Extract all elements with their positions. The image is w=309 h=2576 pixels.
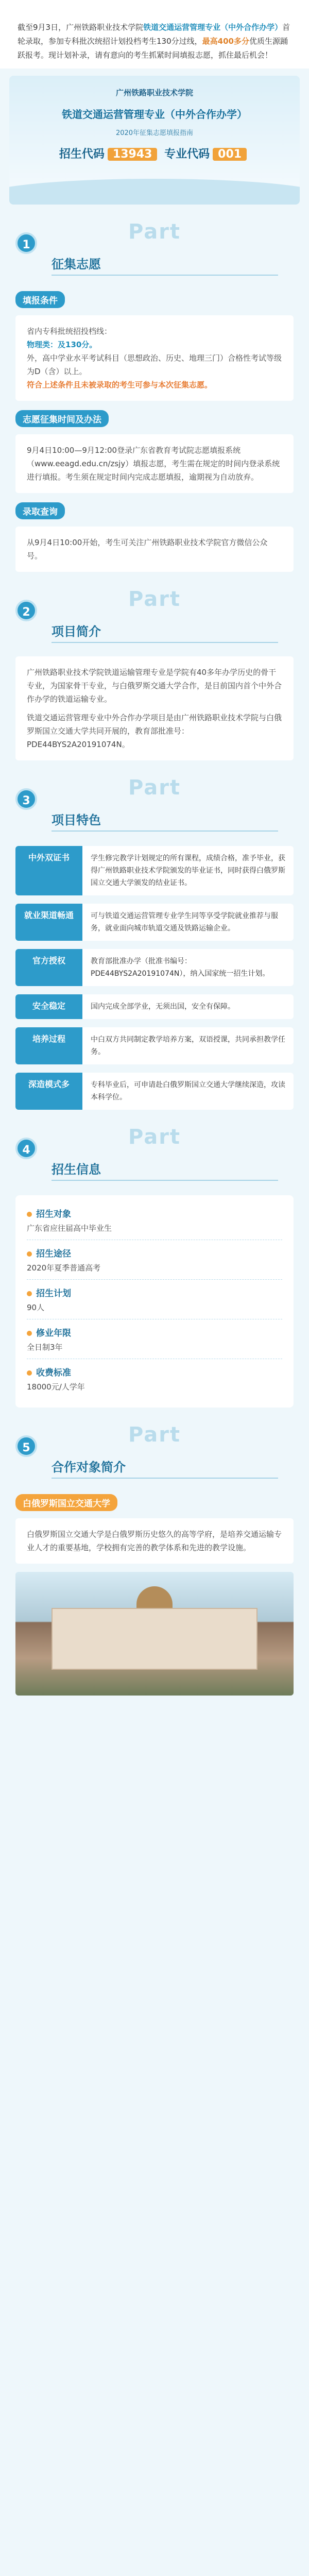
part-1-number: 1 [15,232,37,254]
part-2-number: 2 [15,600,37,621]
code-label-1: 招生代码 [59,148,105,161]
query-card [15,527,294,572]
feature-tag: 安全稳定 [15,994,82,1019]
feature-text: 教育部批准办学（批准书编号：PDE44BYS2A20191074N），纳入国家统一招生计划。 [82,949,294,986]
intro-p2-highlight: 最高400多分 [202,37,249,46]
bullet-icon [27,1370,32,1376]
intro-p2: 首轮录取，参加专科批次统招计划投档考生130分过线， [18,23,290,46]
part-3-header [0,776,309,838]
part-1-word: Part [128,220,181,244]
part-2-title: 项目简介 [52,624,101,639]
feature-row [15,846,294,895]
part-4-header [0,1125,309,1187]
intro-text [0,0,309,69]
cond-text: 省内专科批统招投档线： [27,327,112,336]
feature-tag: 官方授权 [15,949,82,986]
info-value: 90人 [27,1303,45,1312]
intro-card [15,656,294,760]
bullet-icon [27,1251,32,1257]
part-5-number: 5 [15,1435,37,1457]
cond-score: 物理类：及130分。 [27,340,97,349]
feature-text: 可与铁道交通运营管理专业学生同等享受学院就业推荐与服务，就业面向城市轨道交通及铁路运输企业。 [82,904,294,941]
part-1-header [0,220,309,282]
project-text-1: 广州铁路职业技术学院铁道运输管理专业是学院有40多年办学历史的骨干专业，为国家骨干专业，与白俄罗斯交通大学合作，是目前国内首个中外合作办学的铁道运输专业。 [27,668,282,704]
tag-university: 白俄罗斯国立交通大学 [15,1494,117,1511]
info-key: 修业年限 [36,1328,71,1338]
feature-row [15,904,294,941]
query-text: 从9月4日10:00开始，考生可关注广州铁路职业技术学院官方微信公众号。 [27,538,268,561]
banner-wave-decoration [9,179,300,205]
university-card [15,1518,294,1564]
part-1-divider [52,275,278,276]
part-3-word: Part [128,776,181,800]
list-item [27,1200,282,1240]
info-value: 2020年夏季普通高考 [27,1263,101,1273]
feature-tag: 中外双证书 [15,846,82,895]
feature-text: 专科毕业后，可申请赴白俄罗斯国立交通大学继续深造，攻读本科学位。 [82,1073,294,1110]
info-key: 招生对象 [36,1209,71,1219]
banner-major: 铁道交通运营管理专业（中外合作办学） [62,108,247,121]
code-label-2: 专业代码 [164,148,210,161]
tag-time: 志愿征集时间及办法 [15,410,109,427]
list-item [27,1240,282,1280]
part-2-divider [52,642,278,643]
feature-text: 中白双方共同制定教学培养方案，双语授课，共同承担教学任务。 [82,1027,294,1064]
conditions-card [15,315,294,401]
building-body [52,1608,258,1670]
time-card [15,434,294,493]
list-item [27,1359,282,1398]
intro-p3: 优质生源踊跃报考。现计划补录，请有意向的考生抓紧时间填报志愿，抓住最后机会！ [18,37,288,60]
cond-extra: 外，高中学业水平考试科目（思想政治、历史、地理三门）合格性考试等级为D（含）以上。 [27,353,282,376]
banner-subtitle: 2020年征集志愿填报指南 [115,129,194,137]
info-key: 招生计划 [36,1289,71,1299]
cond-note: 符合上述条件且未被录取的考生可参与本次征集志愿。 [27,380,213,389]
feature-tag: 培养过程 [15,1027,82,1064]
feature-text: 学生修完教学计划规定的所有课程，成绩合格，准予毕业，获得广州铁路职业技术学院颁发的毕业证书，同时获得白俄罗斯国立交通大学颁发的结业证书。 [82,846,294,895]
feature-row [15,994,294,1019]
bullet-icon [27,1291,32,1296]
info-key: 招生途径 [36,1249,71,1259]
bullet-icon [27,1331,32,1336]
university-photo [15,1572,294,1696]
university-text: 白俄罗斯国立交通大学是白俄罗斯历史悠久的高等学府，是培养交通运输专业人才的重要基地，学校拥有完善的教学体系和先进的教学设施。 [27,1530,282,1552]
part-4-divider [52,1180,278,1181]
intro-p1: 截至9月3日，广州铁路职业技术学院 [18,23,144,32]
time-text: 9月4日10:00—9月12:00登录广东省教育考试院志愿填报系统（www.eeagd.edu.cn/zsjy）填报志愿，考生需在规定的时间内登录系统进行填报。考生须在规定时间内完成志愿填报，逾期视为自动放弃。 [27,446,280,482]
tag-conditions: 填报条件 [15,291,65,308]
list-item [27,1319,282,1359]
feature-tag: 就业渠道畅通 [15,904,82,941]
intro-p1-highlight: 铁道交通运营管理专业（中外合作办学） [143,23,283,32]
info-value: 全日制3年 [27,1343,63,1352]
banner-school: 广州铁路职业技术学院 [115,88,193,97]
part-3-divider [52,831,278,832]
part-5-divider [52,1478,278,1479]
feature-tag: 深造模式多 [15,1073,82,1110]
part-5-header [0,1423,309,1485]
feature-row [15,949,294,986]
feature-row [15,1027,294,1064]
info-key: 收费标准 [36,1368,71,1378]
header-banner [9,76,300,205]
part-5-title: 合作对象简介 [52,1460,126,1475]
part-5-word: Part [128,1423,181,1447]
code-value-1: 13943 [108,148,158,161]
part-3-title: 项目特色 [52,813,101,827]
part-3-number: 3 [15,788,37,810]
enrollment-info-list [15,1195,294,1408]
bullet-icon [27,1212,32,1217]
tag-query: 录取查询 [15,502,65,519]
list-item [27,1280,282,1319]
part-1-title: 征集志愿 [52,257,101,272]
feature-row [15,1073,294,1110]
info-value: 18000元/人学年 [27,1382,85,1392]
part-4-number: 4 [15,1138,37,1159]
part-4-title: 招生信息 [52,1162,101,1177]
info-value: 广东省应往届高中毕业生 [27,1224,112,1233]
code-value-2: 001 [213,148,247,161]
part-4-word: Part [128,1125,181,1149]
part-2-header [0,587,309,649]
banner-codes [9,145,300,161]
part-2-word: Part [128,587,181,611]
feature-text: 国内完成全部学业，无须出国，安全有保障。 [82,994,294,1019]
project-text-2: 铁道交通运营管理专业中外合作办学项目是由广州铁路职业技术学院与白俄罗斯国立交通大学共同开展的，教育部批准号：PDE44BYS2A20191074N。 [27,713,282,749]
